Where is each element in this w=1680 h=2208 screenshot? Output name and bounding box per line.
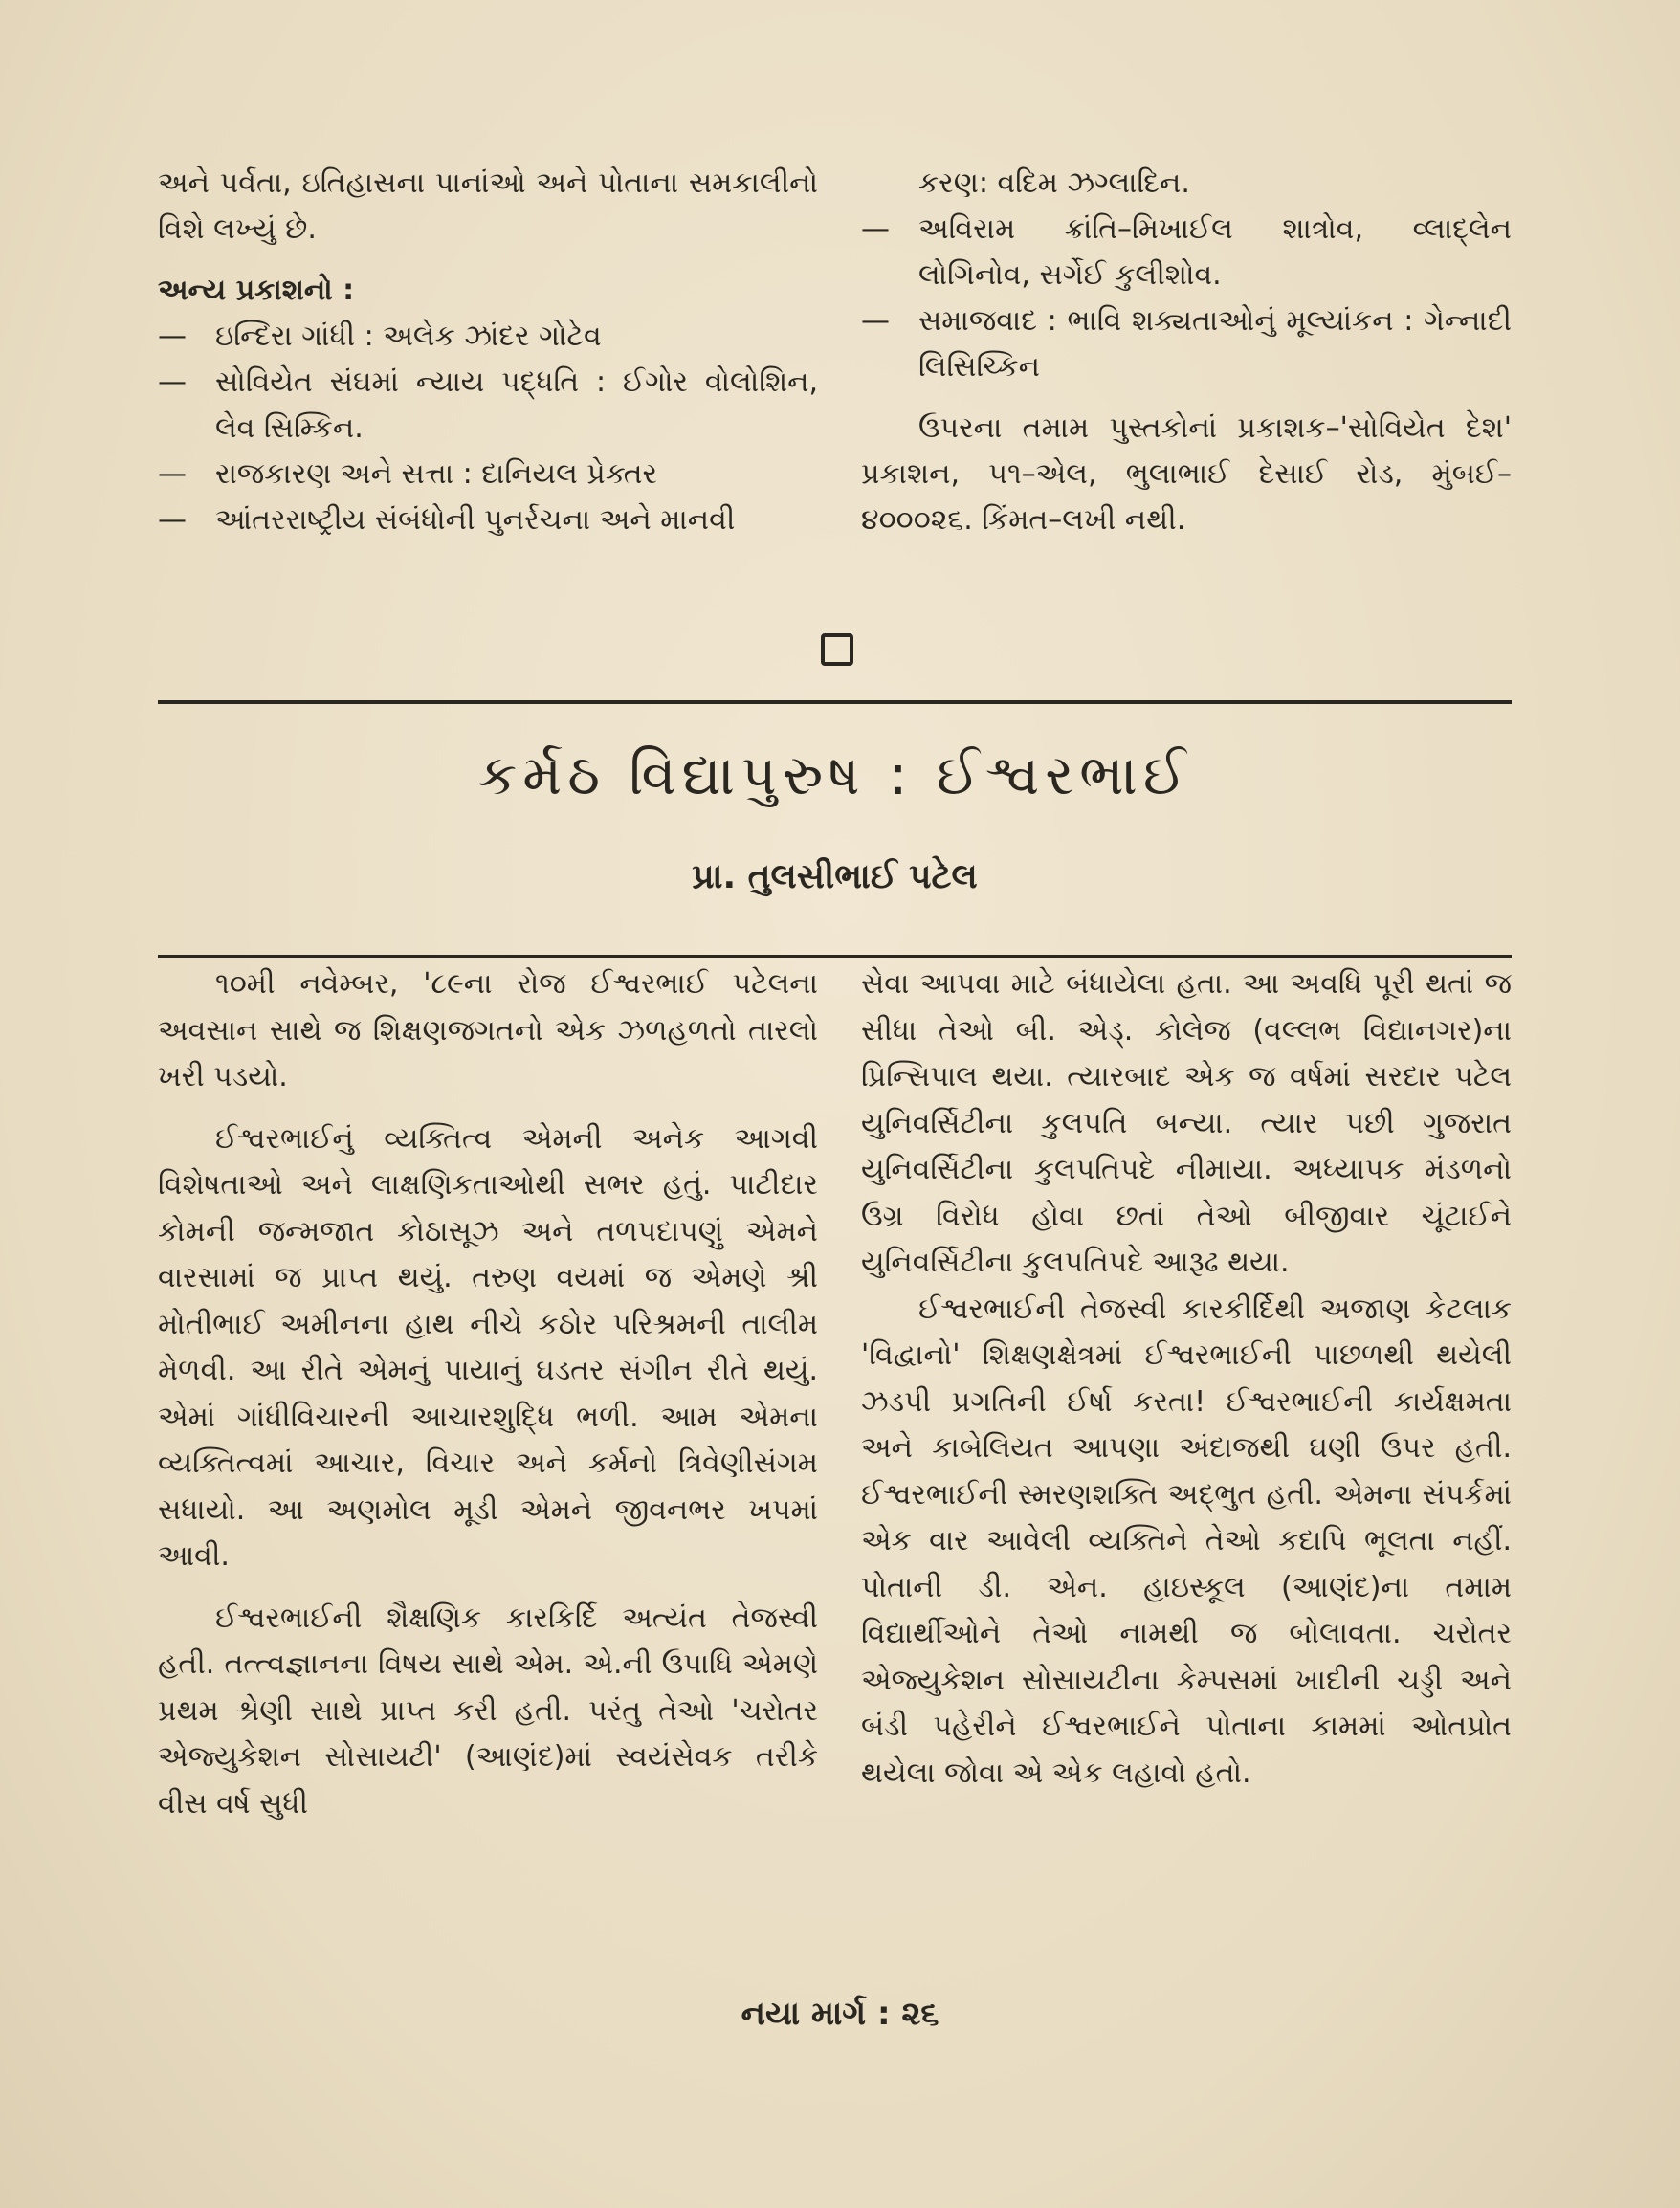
- intro-text: અને પર્વતા, ઇતિહાસના પાનાંઓ અને પોતાના સમકાલીનો વિશે લખ્યું છે.: [158, 166, 818, 246]
- article-paragraph: ઈશ્વરભાઈની શૈક્ષણિક કારકિર્દિ અત્યંત તેજસ્વી હતી. તત્ત્વજ્ઞાનના વિષય સાથે એમ. એ.ની ઉપાધિ એમણે પ્રથમ શ્રેણી સાથે પ્રાપ્ત કરી હતી. પરંતુ તેઓ 'ચરોતર એજ્યુકેશન સોસાયટી' (આણંદ)માં સ્વયંસેવક તરીકે વીસ વર્ષ સુધી: [158, 1601, 818, 1821]
- article-title: કર્મઠ વિદ્યાપુરુષ : ઈશ્વરભાઈ: [477, 742, 1192, 807]
- article-paragraph: ઈશ્વરભાઈનું વ્યક્તિત્વ એમની અનેક આગવી વિશેષતાઓ અને લાક્ષણિકતાઓથી સભર હતું. પાટીદાર કોમની જન્મજાત કોઠાસૂઝ અને તળપદાપણું એમને વારસામાં જ પ્રાપ્ત થયું. તરુણ વયમાં જ એમણે શ્રી મોતીભાઈ અમીનના હાથ નીચે કઠોર પરિશ્રમની તાલીમ મેળવી. આ રીતે એમનું પાયાનું ઘડતર સંગીન રીતે થયું. એમાં ગાંધીવિચારની આચારશુદ્ધિ ભળી. આમ એમના વ્યક્તિત્વમાં આચાર, વિચાર અને કર્મનો ત્રિવેણીસંગમ સધાયો. આ અણમોલ મૂડી એમને જીવનભર ખપમાં આવી.: [158, 1121, 818, 1573]
- article-left-column: [158, 961, 818, 1827]
- publication-item: — રાજકારણ અને સત્તા : દાનિયલ પ્રેક્તર: [158, 452, 818, 497]
- article-paragraph: ઈશ્વરભાઈની તેજસ્વી કારકીર્દિથી અજાણ કેટલાક 'વિદ્વાનો' શિક્ષણક્ષેત્રમાં ઈશ્વરભાઈની પાછળથી થયેલી ઝડપી પ્રગતિની ઈર્ષા કરતા! ઈશ્વરભાઈની કાર્યક્ષમતા અને કાબેલિયત આપણા અંદાજથી ઘણી ઉપર હતી. ઈશ્વરભાઈની સ્મરણશક્તિ અદ્ભુત હતી. એમના સંપર્કમાં એક વાર આવેલી વ્યક્તિને તેઓ કદાપિ ભૂલતા નહીં. પોતાની ડી. એન. હાઇસ્કૂલ (આણંદ)ના તમામ વિદ્યાર્થીઓને તેઓ નામથી જ બોલાવતા. ચરોતર એજ્યુકેશન સોસાયટીના કેમ્પસમાં ખાદીની ચડ્ડી અને બંડી પહેરીને ઈશ્વરભાઈને પોતાના કામમાં ઓતપ્રોત થયેલા જોવા એ એક લહાવો હતો.: [861, 1292, 1512, 1790]
- byline-divider: [158, 955, 1512, 958]
- publisher-note: ઉપરના તમામ પુસ્તકોનાં પ્રકાશક–'સોવિયેત દેશ' પ્રકાશન, ૫૧–એલ, ભુલાભાઈ દેસાઈ રોડ, મુંબઈ–૪૦૦૦૨૬. કિંમત–લખી નથી.: [861, 411, 1512, 537]
- publication-item: — ઇન્દિરા ગાંધી : અલેક ઝાંદર ગોટેવ: [158, 314, 818, 360]
- section-divider: [158, 700, 1512, 704]
- page-footer: નયા માર્ગ : ૨૬: [741, 1995, 939, 2033]
- article-right-column: [861, 961, 1512, 1797]
- upper-right-column: [861, 161, 1512, 543]
- publication-item-continued: કરણ: વદિમ ઝગ્લાદિન.: [918, 166, 1190, 200]
- other-publications-heading: અન્ય પ્રકાશનો :: [158, 274, 355, 307]
- article-paragraph: ૧૦મી નવેમ્બર, '૮૯ના રોજ ઈશ્વરભાઈ પટેલના અવસાન સાથે જ શિક્ષણજગતનો એક ઝળહળતો તારલો ખરી પડયો.: [158, 967, 818, 1093]
- publication-item: — આંતરરાષ્ટ્રીય સંબંધોની પુનર્રચના અને માનવી: [158, 497, 818, 543]
- publication-item: — સોવિયેત સંઘમાં ન્યાય પદ્ધતિ : ઈગોર વોલોશિન, લેવ સિમ્કિન.: [158, 360, 818, 452]
- article-author: પ્રા. તુલસીભાઈ પટેલ: [692, 857, 978, 896]
- end-mark-square: [821, 633, 853, 666]
- publication-item: — સમાજવાદ : ભાવિ શક્યતાઓનું મૂલ્યાંકન : ગેન્નાદી લિસિચ્કિન: [861, 298, 1512, 390]
- publication-item: — અવિરામ ક્રાંતિ–મિખાઈલ શાત્રોવ, વ્લાદ્લેન લોગિનોવ, સર્ગેઈ કુલીશોવ.: [861, 207, 1512, 298]
- upper-left-column: [158, 161, 818, 543]
- article-paragraph: સેવા આપવા માટે બંધાયેલા હતા. આ અવધિ પૂરી થતાં જ સીધા તેઓ બી. એડ્. કોલેજ (વલ્લભ વિદ્યાનગર)ના પ્રિન્સિપાલ થયા. ત્યારબાદ એક જ વર્ષમાં સરદાર પટેલ યુનિવર્સિટીના કુલપતિ બન્યા. ત્યાર પછી ગુજરાત યુનિવર્સિટીના કુલપતિપદે નીમાયા. અધ્યાપક મંડળનો ઉગ્ર વિરોધ હોવા છતાં તેઓ બીજીવાર ચૂંટાઈને યુનિવર્સિટીના કુલપતિપદે આરૂઢ થયા.: [861, 967, 1512, 1279]
